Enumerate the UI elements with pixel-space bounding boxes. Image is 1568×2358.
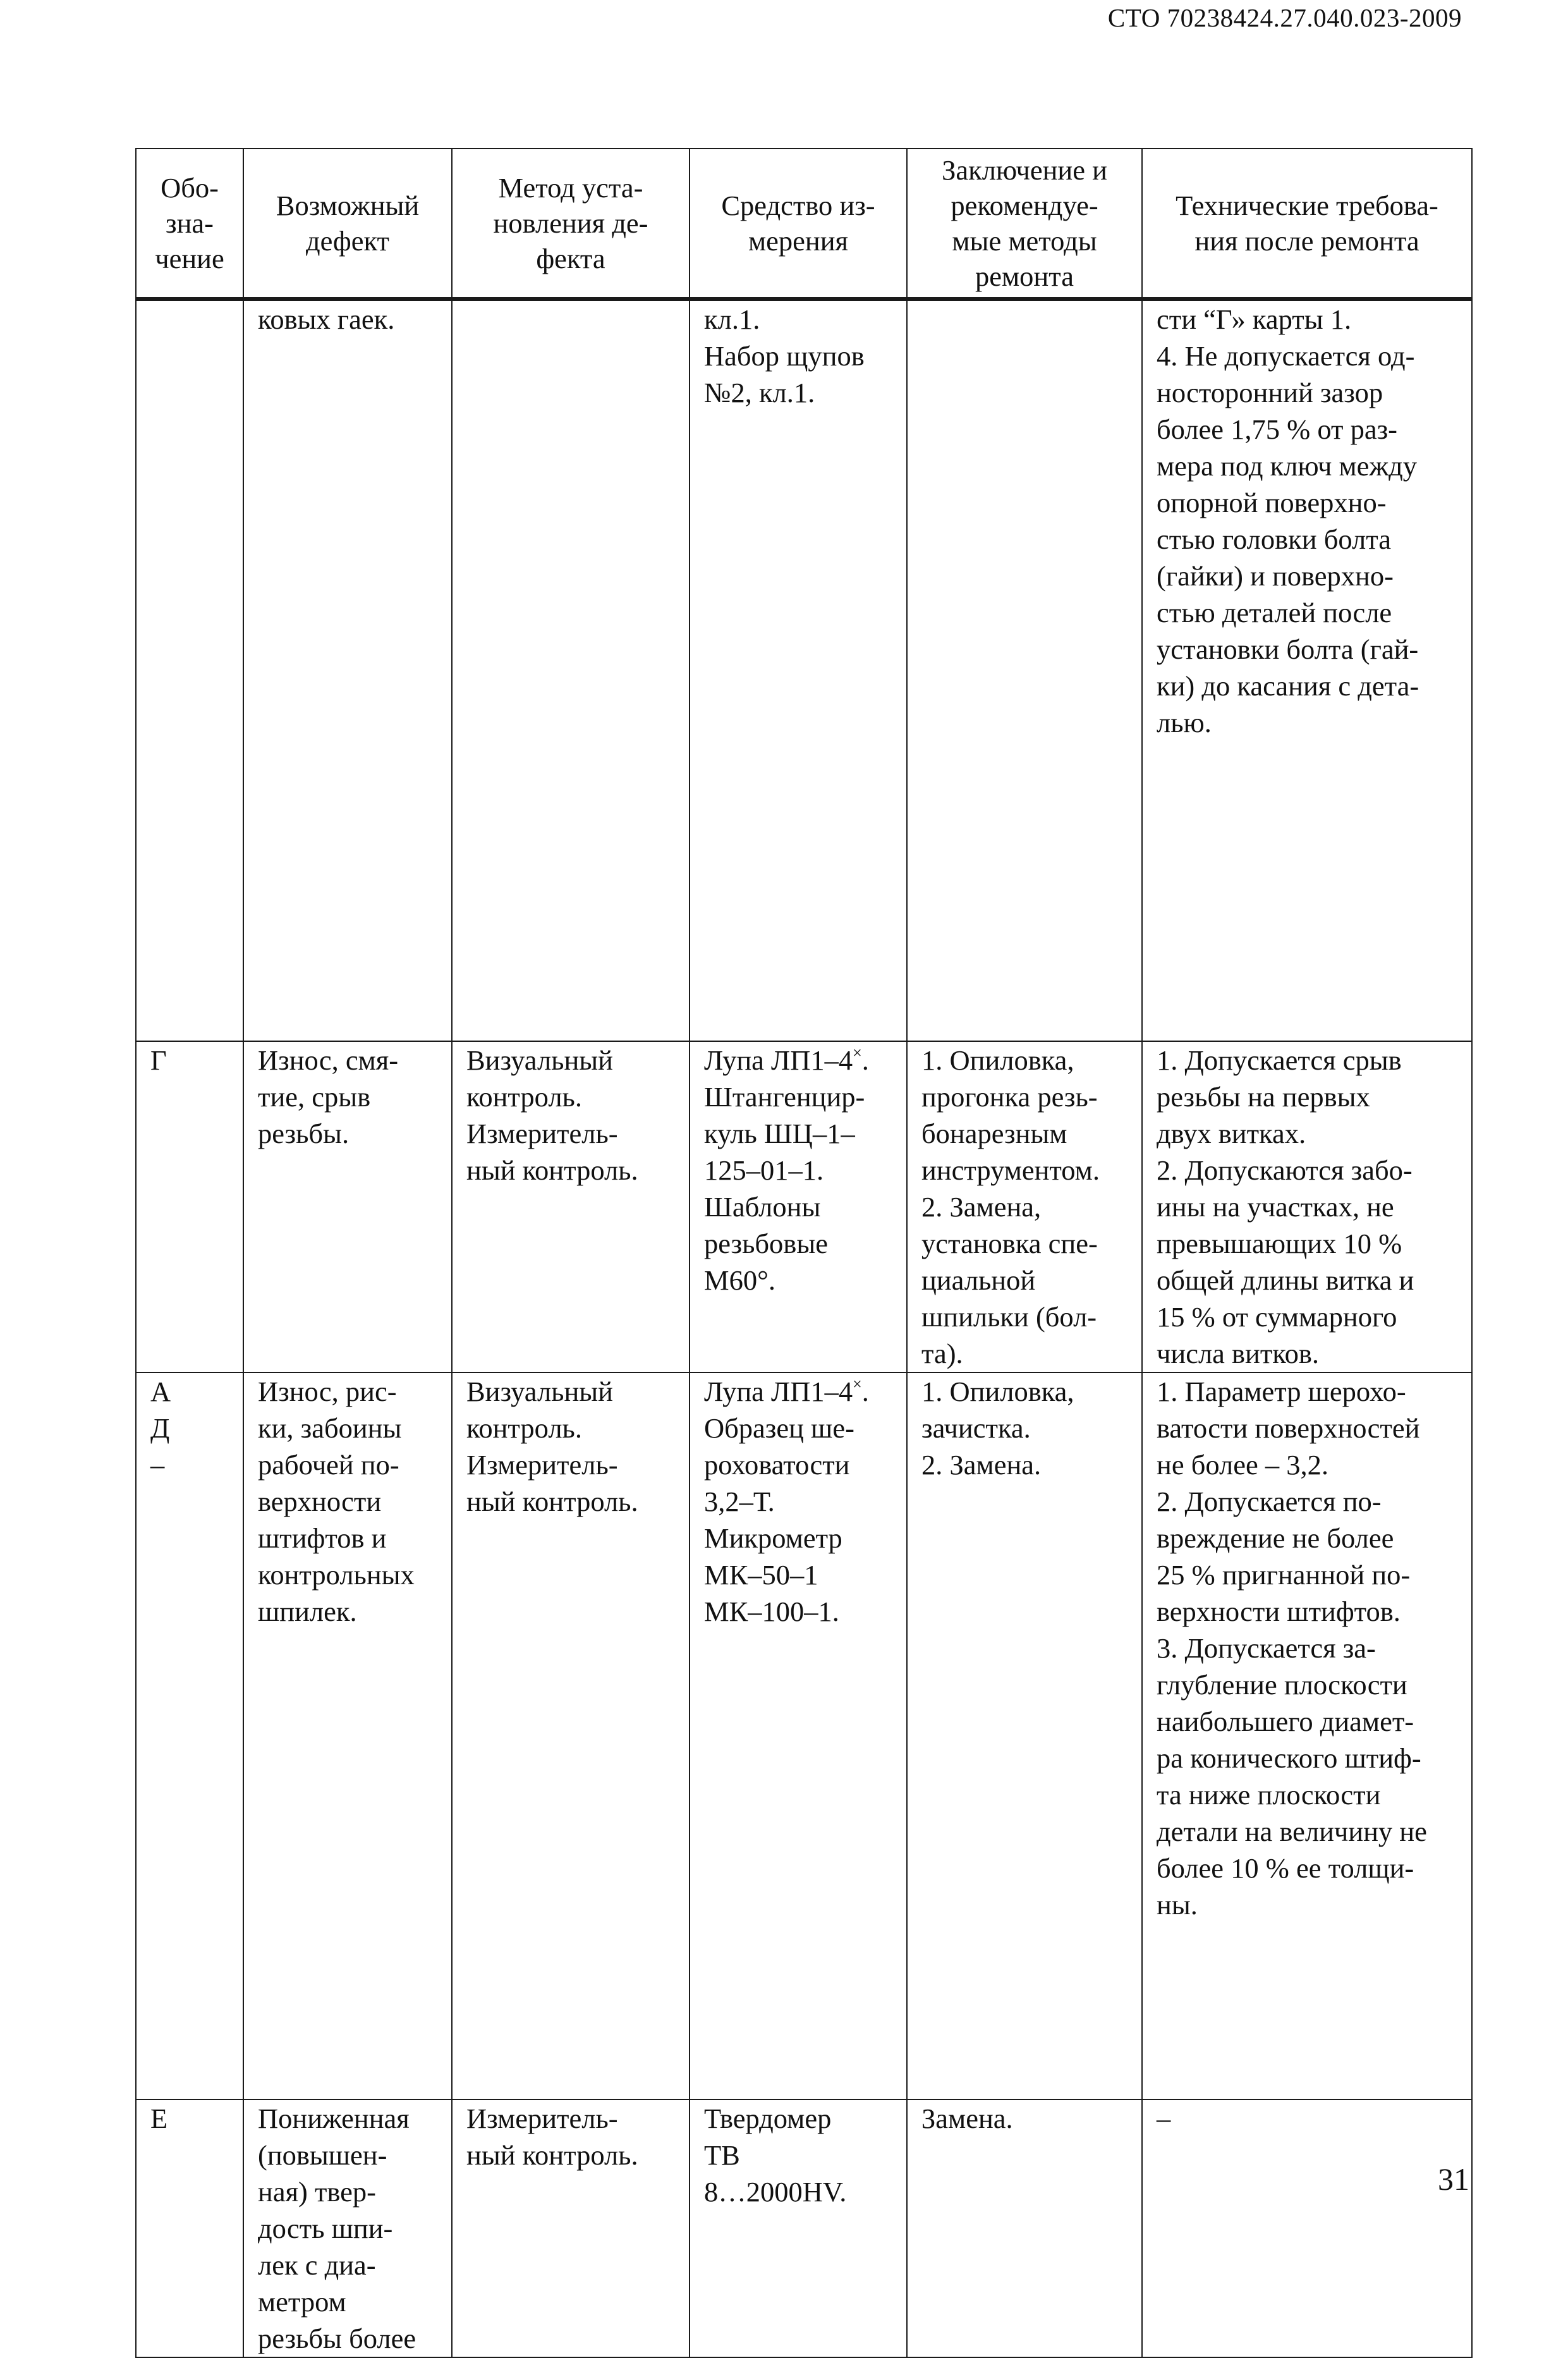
- instrument-text: Лупа ЛП1–4: [704, 1376, 853, 1407]
- cell-designation: [136, 299, 243, 1041]
- cell-defect: Износ, смя- тие, срыв резьбы.: [243, 1041, 452, 1372]
- instrument-text: кл.1. Набор щупов №2, кл.1.: [704, 303, 865, 408]
- table-row: [136, 1041, 1472, 1372]
- instrument-text: Лупа ЛП1–4: [704, 1044, 853, 1076]
- table-row: [136, 1372, 1472, 2099]
- defects-table: [135, 148, 1473, 2358]
- instrument-tail: . Штангенцир- куль ШЦ–1– 125–01–1. Шаблоны резьбовые М60°.: [704, 1044, 869, 1296]
- document-code: СТО 70238424.27.040.023-2009: [1107, 3, 1462, 32]
- page-number: 31: [1438, 2161, 1469, 2197]
- cell-method: [452, 299, 690, 1041]
- cell-instrument: [690, 2099, 907, 2357]
- header-method: Метод уста- новления де- фекта: [452, 149, 690, 299]
- cell-requirements: 1. Допускается срыв резьбы на первых двух витках. 2. Допускаются забо- ины на участках, не превышающих 10 % общей длины витка и 15 % от суммарного числа витков.: [1142, 1041, 1472, 1372]
- cell-conclusion: 1. Опиловка, прогонка резь- бонарезным инструментом. 2. Замена, установка спе- циальной шпильки (бол- та).: [907, 1041, 1142, 1372]
- cell-designation: Е: [136, 2099, 243, 2357]
- cell-defect: Износ, рис- ки, забоины рабочей по- верхности штифтов и контрольных шпилек.: [243, 1372, 452, 2099]
- cell-defect: ковых гаек.: [243, 299, 452, 1041]
- instrument-tail: . Образец ше- роховатости 3,2–Т. Микрометр МК–50–1 МК–100–1.: [704, 1376, 869, 1627]
- instrument-superscript: ×: [853, 1375, 862, 1393]
- cell-requirements: –: [1142, 2099, 1472, 2357]
- cell-method: Визуальный контроль. Измеритель- ный контроль.: [452, 1372, 690, 2099]
- table-row: [136, 299, 1472, 1041]
- cell-method: Визуальный контроль. Измеритель- ный контроль.: [452, 1041, 690, 1372]
- header-conclusion: Заключение и рекомендуе- мые методы ремонта: [907, 149, 1142, 299]
- cell-conclusion: 1. Опиловка, зачистка. 2. Замена.: [907, 1372, 1142, 2099]
- cell-defect: Пониженная (повышен- ная) твер- дость шпи- лек с диа- метром резьбы более: [243, 2099, 452, 2357]
- cell-requirements: 1. Параметр шерохо- ватости поверхностей не более – 3,2. 2. Допускается по- вреждение не более 25 % пригнанной по- верхности штифтов. 3. Допускается за- глубление плоскости наибольшего диамет- ра конического штиф- та ниже плоскости детали на величину не более 10 % ее толщи- ны.: [1142, 1372, 1472, 2099]
- table-row: [136, 2099, 1472, 2357]
- cell-conclusion: Замена.: [907, 2099, 1142, 2357]
- cell-instrument: [690, 1041, 907, 1372]
- cell-requirements: сти “Г» карты 1. 4. Не допускается од- носторонний зазор более 1,75 % от раз- мера под ключ между опорной поверхно- стью головки болта (гайки) и поверхно- стью деталей после установки болта (гай- ки) до касания с дета- лью.: [1142, 299, 1472, 1041]
- header-instrument: Средство из- мерения: [690, 149, 907, 299]
- instrument-text: Твердомер ТВ 8…2000HV.: [704, 2103, 847, 2208]
- header-requirements: Технические требова- ния после ремонта: [1142, 149, 1472, 299]
- cell-designation: Г: [136, 1041, 243, 1372]
- cell-method: Измеритель- ный контроль.: [452, 2099, 690, 2357]
- header-designation: Обо- зна- чение: [136, 149, 243, 299]
- cell-instrument: [690, 1372, 907, 2099]
- cell-conclusion: [907, 299, 1142, 1041]
- cell-instrument: [690, 299, 907, 1041]
- table-header-row: [136, 149, 1472, 299]
- instrument-superscript: ×: [853, 1044, 862, 1062]
- header-defect: Возможный дефект: [243, 149, 452, 299]
- cell-designation: А Д –: [136, 1372, 243, 2099]
